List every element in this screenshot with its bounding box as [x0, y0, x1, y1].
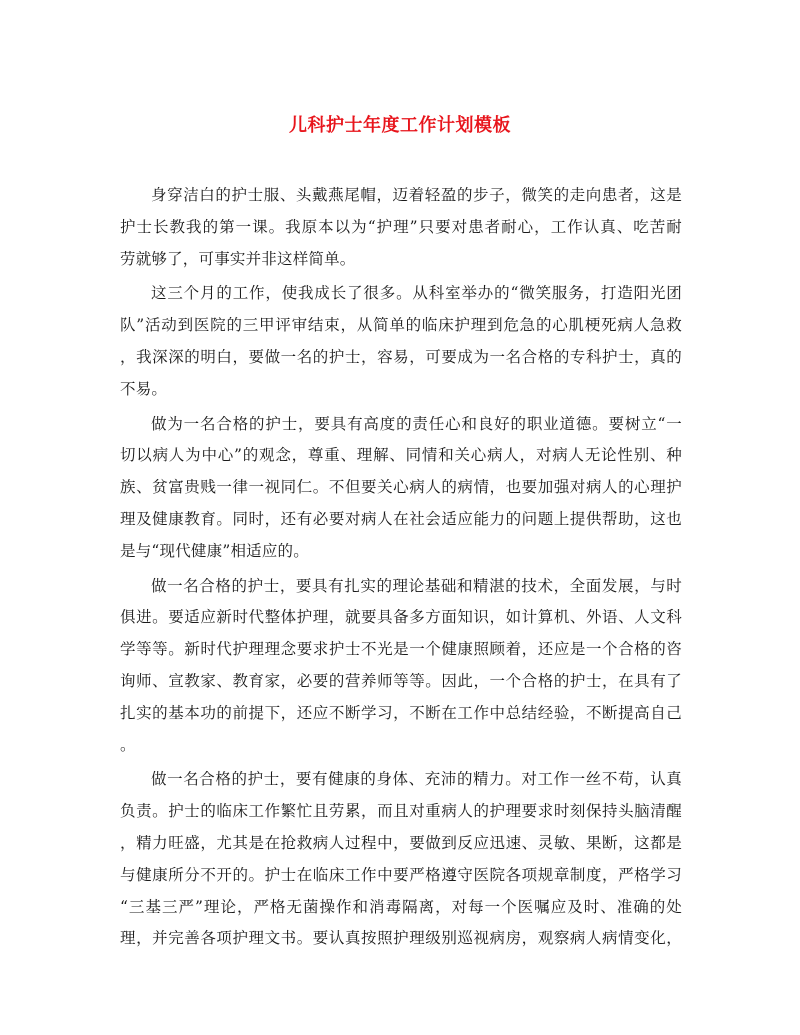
- document-body: [120, 180, 682, 958]
- text-line: 询师、宣教家、教育家，必要的营养师等等。因此，一个合格的护士，在具有了: [120, 671, 682, 690]
- text-line: 队”活动到医院的三甲评审结束，从简单的临床护理到危急的心肌梗死病人急救: [120, 316, 682, 335]
- text-line: 扎实的基本功的前提下，还应不断学习，不断在工作中总结经验，不断提高自己: [120, 703, 682, 722]
- text-line: 做一名合格的护士，要有健康的身体、充沛的精力。对工作一丝不苟，认真: [151, 770, 682, 789]
- text-line: “三基三严”理论，严格无菌操作和消毒隔离，对每一个医嘱应及时、准确的处: [120, 897, 682, 916]
- text-line: 身穿洁白的护士服、头戴燕尾帽，迈着轻盈的步子，微笑的走向患者，这是: [151, 186, 682, 204]
- text-line: 学等等。新时代护理理念要求护士不光是一个健康照顾着，还应是一个合格的咨: [120, 640, 682, 659]
- text-line: 。: [120, 735, 136, 754]
- text-line: 俱进。要适应新时代整体护理，就要具备多方面知识，如计算机、外语、人文科: [120, 608, 682, 627]
- text-line: 这三个月的工作，使我成长了很多。从科室举办的“微笑服务，打造阳光团: [151, 284, 682, 303]
- text-line: 负责。护士的临床工作繁忙且劳累，而且对重病人的护理要求时刻保持头脑清醒: [120, 802, 682, 821]
- paragraph-1: [120, 180, 682, 275]
- paragraph-4: [120, 571, 682, 762]
- text-line: 护士长教我的第一课。我原本以为“护理”只要对患者耐心，工作认真、吃苦耐: [120, 217, 682, 236]
- text-line: 与健康所分不开的。护士在临床工作中要严格遵守医院各项规章制度，严格学习: [120, 865, 682, 884]
- text-line: 族、贫富贵贱一律一视同仁。不但要关心病人的病情，也要加强对病人的心理护: [120, 478, 682, 497]
- document-title: 儿科护士年度工作计划模板: [289, 115, 511, 136]
- text-line: 做一名合格的护士，要具有扎实的理论基础和精湛的技术，全面发展，与时: [151, 576, 682, 595]
- text-line: 劳就够了，可事实并非这样简单。: [120, 249, 356, 268]
- paragraph-3: [120, 409, 682, 568]
- text-line: 理，并完善各项护理文书。要认真按照护理级别巡视病房，观察病人病情变化，: [120, 929, 682, 948]
- text-line: 不易。: [120, 379, 168, 398]
- text-line: ，精力旺盛，尤其是在抢救病人过程中，要做到反应迅速、灵敏、果断，这都是: [120, 833, 682, 852]
- paragraph-5: [120, 764, 682, 955]
- text-line: 做为一名合格的护士，要具有高度的责任心和良好的职业道德。要树立“一: [151, 414, 682, 433]
- text-line: ，我深深的明白，要做一名的护士，容易，可要成为一名合格的专科护士，真的: [120, 347, 682, 366]
- paragraph-2: [120, 278, 682, 405]
- text-line: 是与“现代健康”相适应的。: [120, 541, 309, 560]
- text-line: 理及健康教育。同时，还有必要对病人在社会适应能力的问题上提供帮助，这也: [120, 509, 682, 528]
- text-line: 切以病人为中心”的观念，尊重、理解、同情和关心病人，对病人无论性别、种: [120, 446, 682, 465]
